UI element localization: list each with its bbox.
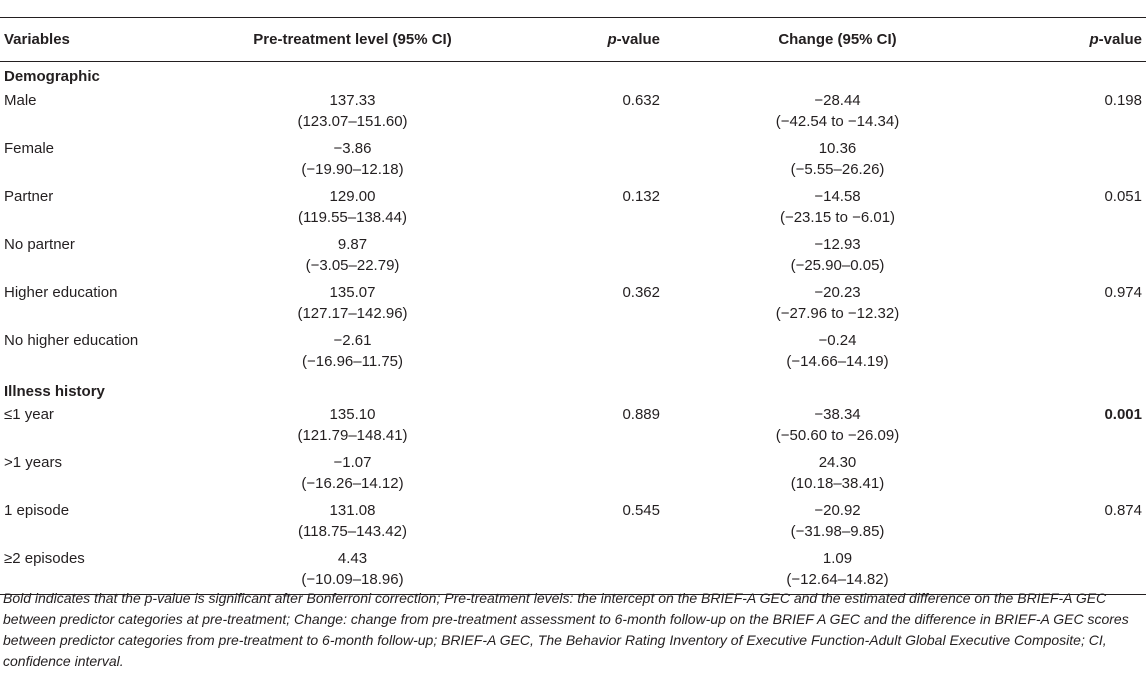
change-cell <box>665 186 1010 234</box>
p-value-pre-text: 0.362 <box>622 284 660 301</box>
row-label: 1 episode <box>4 502 70 519</box>
row-label: ≤1 year <box>4 406 54 423</box>
pre-treatment-ci: (121.79–148.41) <box>297 427 408 444</box>
results-table <box>0 18 1146 595</box>
p-value-change-text: 0.198 <box>1104 92 1142 109</box>
p-value-pre <box>525 282 665 330</box>
p-value-pre <box>525 452 665 500</box>
p-value-change <box>1010 500 1146 548</box>
table-row <box>0 404 1146 452</box>
change-ci: (−31.98–9.85) <box>790 523 885 540</box>
p-value-change-text: 0.874 <box>1104 502 1142 519</box>
pre-treatment-cell <box>180 234 525 282</box>
header-p-value-1: p-value <box>525 18 665 62</box>
change-ci: (−42.54 to −14.34) <box>775 113 900 130</box>
pre-treatment-cell <box>180 404 525 452</box>
change-ci: (−12.64–14.82) <box>786 571 889 588</box>
change-estimate: −0.24 <box>818 332 857 349</box>
change-estimate: 1.09 <box>822 550 853 567</box>
header-pre-treatment: Pre-treatment level (95% CI) <box>180 18 525 62</box>
p-value-change-text: 0.974 <box>1104 284 1142 301</box>
row-label: Partner <box>4 188 54 205</box>
pre-treatment-estimate: 131.08 <box>329 502 376 519</box>
change-estimate: −12.93 <box>814 236 861 253</box>
p-value-change <box>1010 330 1146 378</box>
p-value-pre <box>525 330 665 378</box>
row-label: Female <box>4 140 55 157</box>
p-value-change <box>1010 90 1146 138</box>
pre-treatment-cell <box>180 90 525 138</box>
pre-treatment-ci: (−16.96–11.75) <box>301 353 404 370</box>
pre-treatment-cell <box>180 138 525 186</box>
p-value-pre-text: 0.632 <box>622 92 660 109</box>
pre-treatment-cell <box>180 330 525 378</box>
pre-treatment-cell <box>180 452 525 500</box>
p-value-pre-text: 0.889 <box>622 406 660 423</box>
header-row <box>0 18 1146 62</box>
header-p-value-2: p-value <box>1010 18 1146 62</box>
p-value-change <box>1010 404 1146 452</box>
row-label: Male <box>4 92 37 109</box>
pre-treatment-ci: (118.75–143.42) <box>298 523 407 540</box>
change-ci: (−23.15 to −6.01) <box>779 209 896 226</box>
table-footnote: Bold indicates that the p-value is significant after Bonferroni correction; Pre-treatment levels: the intercept on the BRIEF-A GEC and the estimated difference on the BRIEF-A GEC between predictor categories at pre-treatment; Change: change from pre-treatment assessment to 6-month follow-up on the BRIEF A GEC and the difference in BRIEF-A GEC scores between predictor categories from pre-treatment to 6-month follow-up; BRIEF-A GEC, The Behavior Rating Inventory of Executive Function-Adult Global Executive Composite; CI, confidence interval. <box>3 590 1129 669</box>
p-value-pre <box>525 234 665 282</box>
section-title: Demographic <box>4 67 100 85</box>
pre-treatment-estimate: −2.61 <box>333 332 372 349</box>
p-value-pre <box>525 404 665 452</box>
p-value-change <box>1010 452 1146 500</box>
change-cell <box>665 138 1010 186</box>
change-cell <box>665 282 1010 330</box>
p-value-change <box>1010 186 1146 234</box>
pre-treatment-ci: (123.07–151.60) <box>297 113 408 130</box>
header-variables: Variables <box>0 18 180 62</box>
row-label: No partner <box>4 236 75 253</box>
change-ci: (−5.55–26.26) <box>790 161 885 178</box>
pre-treatment-estimate: −1.07 <box>333 454 372 471</box>
change-estimate: −20.23 <box>814 284 861 301</box>
p-value-change <box>1010 234 1146 282</box>
change-cell <box>665 234 1010 282</box>
pre-treatment-ci: (127.17–142.96) <box>297 305 408 322</box>
pre-treatment-estimate: 135.07 <box>329 284 376 301</box>
change-cell <box>665 90 1010 138</box>
p-value-pre-text: 0.545 <box>622 502 660 519</box>
p-value-pre <box>525 186 665 234</box>
p-value-change-text: 0.051 <box>1104 188 1142 205</box>
change-estimate: −38.34 <box>814 406 861 423</box>
header-change: Change (95% CI) <box>665 18 1010 62</box>
section-row <box>0 378 1146 404</box>
table-row <box>0 234 1146 282</box>
table-body <box>0 62 1146 595</box>
table-row <box>0 186 1146 234</box>
change-cell <box>665 330 1010 378</box>
row-label: >1 years <box>4 454 62 471</box>
row-label: No higher education <box>4 332 139 349</box>
pre-treatment-ci: (−16.26–14.12) <box>301 475 404 492</box>
pre-treatment-ci: (−3.05–22.79) <box>305 257 400 274</box>
p-value-pre <box>525 500 665 548</box>
section-row <box>0 62 1146 91</box>
pre-treatment-estimate: 4.43 <box>337 550 368 567</box>
change-ci: (−50.60 to −26.09) <box>775 427 900 444</box>
table-row <box>0 330 1146 378</box>
change-estimate: −14.58 <box>814 188 861 205</box>
change-ci: (−14.66–14.19) <box>786 353 889 370</box>
p-value-pre <box>525 90 665 138</box>
row-label: ≥2 episodes <box>0 548 180 595</box>
pre-treatment-cell <box>180 500 525 548</box>
pre-treatment-estimate: 137.33 <box>329 92 376 109</box>
pre-treatment-estimate: 135.10 <box>329 406 376 423</box>
table-row <box>0 90 1146 138</box>
pre-treatment-cell <box>180 186 525 234</box>
change-ci: (−25.90–0.05) <box>790 257 885 274</box>
p-value-change-text: 0.001 <box>1104 406 1142 423</box>
change-estimate: 24.30 <box>818 454 857 471</box>
p-value-change <box>1010 282 1146 330</box>
p-value-change <box>1010 138 1146 186</box>
table-row <box>0 282 1146 330</box>
change-ci: (−27.96 to −12.32) <box>775 305 900 322</box>
change-ci: (10.18–38.41) <box>790 475 885 492</box>
pre-treatment-estimate: −3.86 <box>333 140 372 157</box>
change-cell <box>665 404 1010 452</box>
table-row <box>0 500 1146 548</box>
change-estimate: 10.36 <box>818 140 857 157</box>
section-title: Illness history <box>4 382 105 400</box>
table-row <box>0 138 1146 186</box>
change-cell <box>665 452 1010 500</box>
row-label: Higher education <box>4 284 118 301</box>
pre-treatment-estimate: 129.00 <box>329 188 376 205</box>
table-row <box>0 452 1146 500</box>
change-estimate: −20.92 <box>814 502 861 519</box>
change-estimate: −28.44 <box>814 92 861 109</box>
p-value-pre <box>525 138 665 186</box>
pre-treatment-ci: (−10.09–18.96) <box>301 571 404 588</box>
p-value-pre-text: 0.132 <box>622 188 660 205</box>
pre-treatment-ci: (−19.90–12.18) <box>301 161 404 178</box>
pre-treatment-ci: (119.55–138.44) <box>298 209 407 226</box>
pre-treatment-cell <box>180 282 525 330</box>
pre-treatment-estimate: 9.87 <box>337 236 368 253</box>
change-cell <box>665 500 1010 548</box>
